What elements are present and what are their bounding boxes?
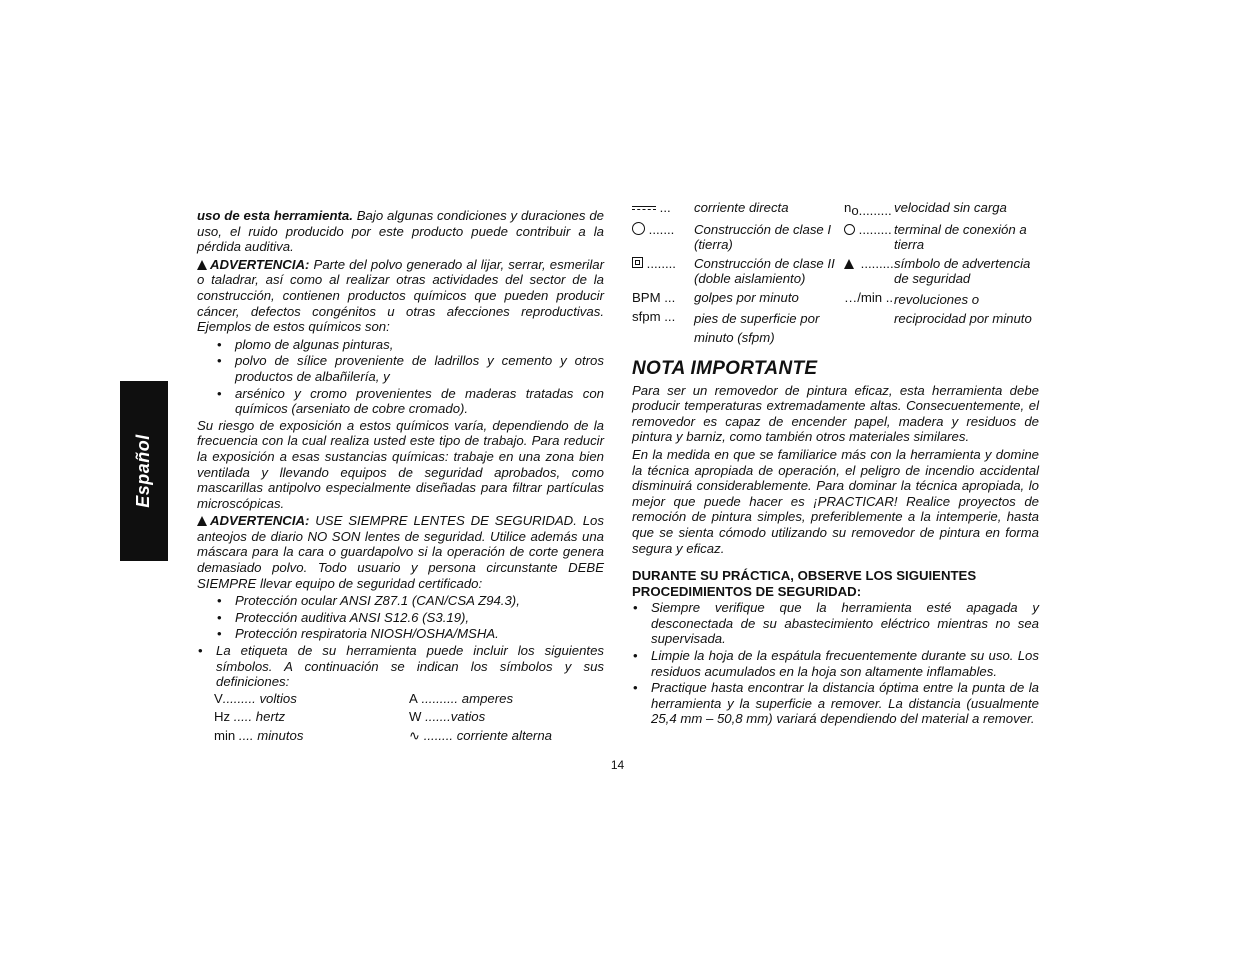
warning-triangle-icon [844,259,854,269]
symbol-key: ... [632,200,694,219]
symbol-key: no......... [844,200,892,218]
equipment-list [197,593,604,642]
symbol-entry: W .......vatios [409,709,486,725]
warning-chemicals [197,257,604,335]
section-heading: NOTA IMPORTANTE [632,357,818,379]
list-item: • Limpie la hoja de la espátula frecuentemente durante su uso. Los residuos acumulados en la hoja son altamente inflamables. [633,648,1039,679]
symbol-key: ........ [632,256,694,287]
paragraph-noise [197,208,604,255]
symbol-key: ......... [844,256,894,287]
symbol-def: revoluciones o reciprocidad por minuto [894,291,1032,326]
language-tab-label: Español [133,434,154,508]
paragraph-risk: Su riesgo de exposición a estos químicos varía, dependiendo de la frecuencia con la cual realiza usted este tipo de trabajo. Para reducir la exposición a esas sustancias químicas: trabaje en una zona bien ventilada y llevando equipos de seguridad aprobados, como mascarillas antipolvo especialmente diseñadas para filtrar partículas microscópicas. [197,417,604,511]
list-item: • Protección respiratoria NIOSH/OSHA/MSHA. [217,626,499,642]
symbol-def: velocidad sin carga [894,200,1007,215]
safety-list [632,600,1039,727]
left-column [197,208,604,744]
list-item: • Practique hasta encontrar la distancia óptima entre la punta de la herramienta y la superficie a remover. La distancia (usualmente 25,4 mm – 50,8 mm) variará dependiendo del material a remover. [633,680,1039,727]
noise-text: Bajo algunas condiciones y duraciones de uso, el ruido producido por este producto puede contribuir a la pérdida auditiva. [197,208,604,255]
symbol-entry: V......... voltios [214,690,297,706]
list-item: • polvo de sílice proveniente de ladrillos y cemento y otros productos de albañilería, y [217,353,604,384]
paragraph-practice: En la medida en que se familiarice más con la herramienta y domine la técnica apropiada de operación, el peligro de incendio accidental disminuirá considerablemente. Para dominar la técnica apropiada, lo mejor que puede hacer es ¡PRACTICAR! Realice proyectos de remoción de pintura simples, preferiblemente a la intemperie, hasta que se sienta cómodo utilizando su removedor de pintura en forma segura y eficaz. [632,446,1039,556]
page-number: 14 [610,758,625,772]
double-insulation-icon [632,257,643,268]
symbol-def: golpes por minuto [694,289,799,305]
symbol-def: corriente directa [694,200,789,215]
paragraph-intro: Para ser un removedor de pintura eficaz, esta herramienta debe producir temperaturas extremadamente altas. Consecuentemente, el removedor es capaz de encender papel, madera y residuos de pintura y barniz, como también otros materiales similares. [632,382,1039,445]
symbol-key: …/min .. [844,289,894,305]
symbol-key: ....... [632,222,694,253]
symbol-def: pies de superficie por minuto (sfpm) [694,310,820,345]
symbol-key: BPM ... [632,289,676,305]
right-column [632,200,1039,728]
warning-label: ADVERTENCIA: [210,256,310,272]
label-list [197,643,604,690]
symbol-key: ......... [844,222,894,253]
symbol-def: Construcción de clase I (tierra) [694,221,832,253]
list-item: • arsénico y cromo provenientes de maderas tratadas con químicos (arseniato de cobre cromado). [217,385,604,417]
list-item: • plomo de algunas pinturas, [217,336,394,352]
symbol-entry: ∿ ........ corriente alterna [409,728,552,743]
list-item: • La etiqueta de su herramienta puede incluir los siguientes símbolos. A continuación se indican los símbolos y sus definiciones: [198,643,604,690]
symbol-entry: Hz ..... hertz [214,709,286,725]
symbol-def: terminal de conexión a tierra [894,221,1027,253]
warning-triangle-icon [197,516,207,526]
safety-subheading: DURANTE SU PRÁCTICA, OBSERVE LOS SIGUIENTES PROCEDIMIENTOS DE SEGURIDAD: [632,568,977,599]
list-item: • Protección auditiva ANSI S12.6 (S3.19), [217,609,470,625]
list-item: • Siempre verifique que la herramienta esté apagada y desconectada de su abastecimiento eléctrico mientras no sea supervisada. [633,600,1039,647]
noise-lead: uso de esta herramienta. [197,208,353,223]
symbol-def: Construcción de clase II (doble aislamiento) [694,255,835,287]
ac-wave-icon: ∿ [409,728,421,743]
warning-label: ADVERTENCIA: [210,513,310,529]
ground-terminal-icon [844,224,855,235]
chemicals-list [197,337,604,417]
warning-triangle-icon [197,260,207,270]
symbol-table-right [632,200,1039,350]
symbol-table-left [214,691,604,744]
list-item: • Protección ocular ANSI Z87.1 (CAN/CSA Z94.3), [217,593,520,609]
warning-text: USE SIEMPRE LENTES DE SEGURIDAD. Los anteojos de diario NO SON lentes de seguridad. Utilice además una máscara para la cara o guardapolvo si la operación de corte genera demasiado polvo. Todo usuario y persona circunstante DEBE SIEMPRE llevar equipo de seguridad certificado: [197,513,604,591]
symbol-entry: min .... minutos [214,728,304,743]
dc-current-icon [632,206,656,210]
symbol-key: sfpm ... [632,308,676,324]
warning-glasses [197,513,604,591]
language-tab [120,381,168,561]
symbol-entry: A .......... amperes [409,690,514,706]
warning-text: Parte del polvo generado al lijar, serrar, esmerilar o taladrar, así como al realizar otras actividades del sector de la construcción, contienen productos químicos que pueden producir cáncer, defectos congénitos u otras afecciones reproductivas. Ejemplos de estos químicos son: [197,256,604,335]
symbol-def: símbolo de advertencia de seguridad [894,255,1031,287]
class-one-icon [632,222,645,235]
